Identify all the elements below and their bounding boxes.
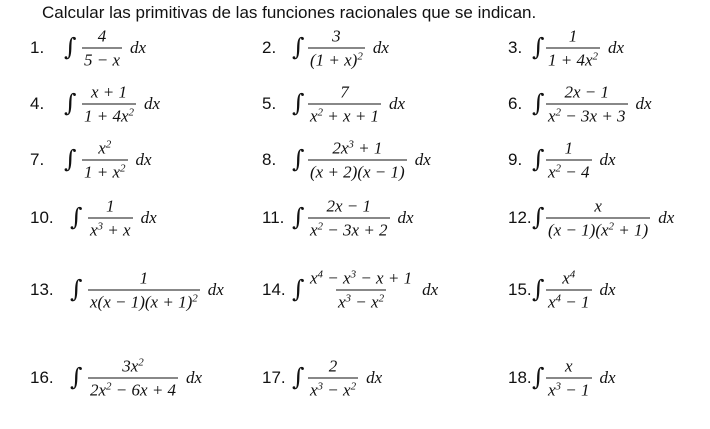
exercise-number: 16. [30,368,54,387]
integral-sign-icon: ∫ [532,89,545,117]
differential: dx [422,280,439,299]
differential: dx [140,208,157,227]
differential: dx [635,94,652,113]
numerator: x + 1 [91,82,128,102]
numerator: 1 [106,196,115,216]
differential: dx [366,368,383,387]
differential: dx [207,280,224,299]
differential: dx [658,208,675,227]
exercise-number: 5. [262,94,277,113]
integral-sign-icon: ∫ [292,89,305,117]
denominator: $x^3 - x^2$ [308,378,358,399]
integrand-fraction [546,84,628,125]
exercise-number: 12. [508,208,532,227]
numerator: $x^2$ [98,138,112,158]
differential: dx [186,368,203,387]
differential: dx [599,280,616,299]
exercise-number: 3. [508,38,523,57]
exercise-number: 17. [262,368,286,387]
differential: dx [389,94,406,113]
differential: dx [144,94,161,113]
integral-sign-icon: ∫ [292,33,305,61]
numerator: 2x − 1 [326,196,372,216]
exercise-number: 10. [30,208,54,227]
integrand-fraction [88,270,200,311]
denominator: $1 + x^2$ [82,160,128,181]
integral-sign-icon: ∫ [532,275,545,303]
integrand-fraction [546,198,650,239]
numerator: x [594,196,602,216]
integral-sign-icon: ∫ [64,145,77,173]
exercise-number: 14. [262,280,286,299]
numerator: 1 [139,268,149,288]
integrand-fraction [308,270,414,311]
integrand-fraction [546,28,600,69]
integral-sign-icon: ∫ [292,145,305,173]
integrand-fraction [308,198,390,239]
differential: dx [599,150,616,169]
denominator: $x^2 + x + 1$ [308,104,381,125]
denominator: $2x^2 - 6x + 4$ [88,378,178,399]
integral-sign-icon: ∫ [292,203,305,231]
differential: dx [397,208,414,227]
integrand-fraction [546,358,592,399]
integral-sign-icon: ∫ [532,145,545,173]
denominator: $1 + 4x^2$ [546,48,600,69]
exercise-number: 13. [30,280,54,299]
differential: dx [135,150,152,169]
integrand-fraction [308,358,358,399]
integrand-fraction [82,84,136,125]
numerator: 1 [568,26,578,46]
numerator: $x^4$ [562,268,576,288]
numerator: 4 [97,26,107,46]
differential: dx [599,368,616,387]
denominator: $(x - 1)(x^2 + 1)$ [546,218,650,239]
integrand-fraction [308,84,381,125]
differential: dx [130,38,147,57]
numerator: 1 [564,138,574,158]
integrand-fraction [308,28,365,69]
integral-sign-icon: ∫ [292,275,305,303]
integrand-fraction [82,28,122,69]
numerator: 2x − 1 [564,82,610,102]
numerator: $2x^3 + 1$ [332,138,383,158]
denominator: (x + 2)(x − 1) [308,160,407,181]
numerator: 2 [328,356,338,376]
denominator: $x^2 - 3x + 2$ [308,218,390,239]
denominator: $x(x - 1)(x + 1)^2$ [88,290,200,311]
integrand-fraction [88,358,178,399]
exercise-number: 8. [262,150,277,169]
denominator: $x^3 - x^2$ [336,290,386,311]
numerator: 3 [332,26,341,46]
differential: dx [372,38,389,57]
denominator: $x^4 - 1$ [546,290,592,311]
integral-sign-icon: ∫ [292,363,305,391]
integral-sign-icon: ∫ [64,33,77,61]
exercise-number: 18. [508,368,532,387]
integrand-fraction [308,140,407,181]
integral-sign-icon: ∫ [532,33,545,61]
denominator: $x^3 + x$ [88,218,133,239]
denominator: $x^2 - 3x + 3$ [546,104,628,125]
denominator: $x^3 - 1$ [546,378,592,399]
denominator: $1 + 4x^2$ [82,104,136,125]
differential: dx [414,150,431,169]
exercise-number: 6. [508,94,523,113]
integral-sign-icon: ∫ [64,89,77,117]
exercise-number: 15. [508,280,532,299]
integrand-fraction [546,270,592,311]
integrand-fraction [82,140,128,181]
integrand-fraction [88,198,133,239]
integral-sign-icon: ∫ [70,203,83,231]
numerator: x [564,356,573,376]
integral-sign-icon: ∫ [70,363,83,391]
numerator: 7 [340,82,349,102]
integrand-fraction [546,140,592,181]
page-title: Calcular las primitivas de las funciones racionales que se indican. [42,3,537,22]
denominator: $(1 + x)^2$ [308,48,365,69]
exercise-number: 11. [262,208,285,227]
exercise-number: 1. [30,38,45,57]
exercise-number: 2. [262,38,277,57]
numerator: $x^4 - x^3 - x + 1$ [310,268,413,288]
denominator: 5 − x [82,48,122,69]
integral-sign-icon: ∫ [532,203,545,231]
integral-sign-icon: ∫ [70,275,83,303]
exercise-number: 4. [30,94,45,113]
integral-sign-icon: ∫ [532,363,545,391]
differential: dx [608,38,625,57]
exercise-number: 7. [30,150,45,169]
exercise-number: 9. [508,150,523,169]
denominator: $x^2 - 4$ [546,160,592,181]
numerator: $3x^2$ [122,356,144,376]
